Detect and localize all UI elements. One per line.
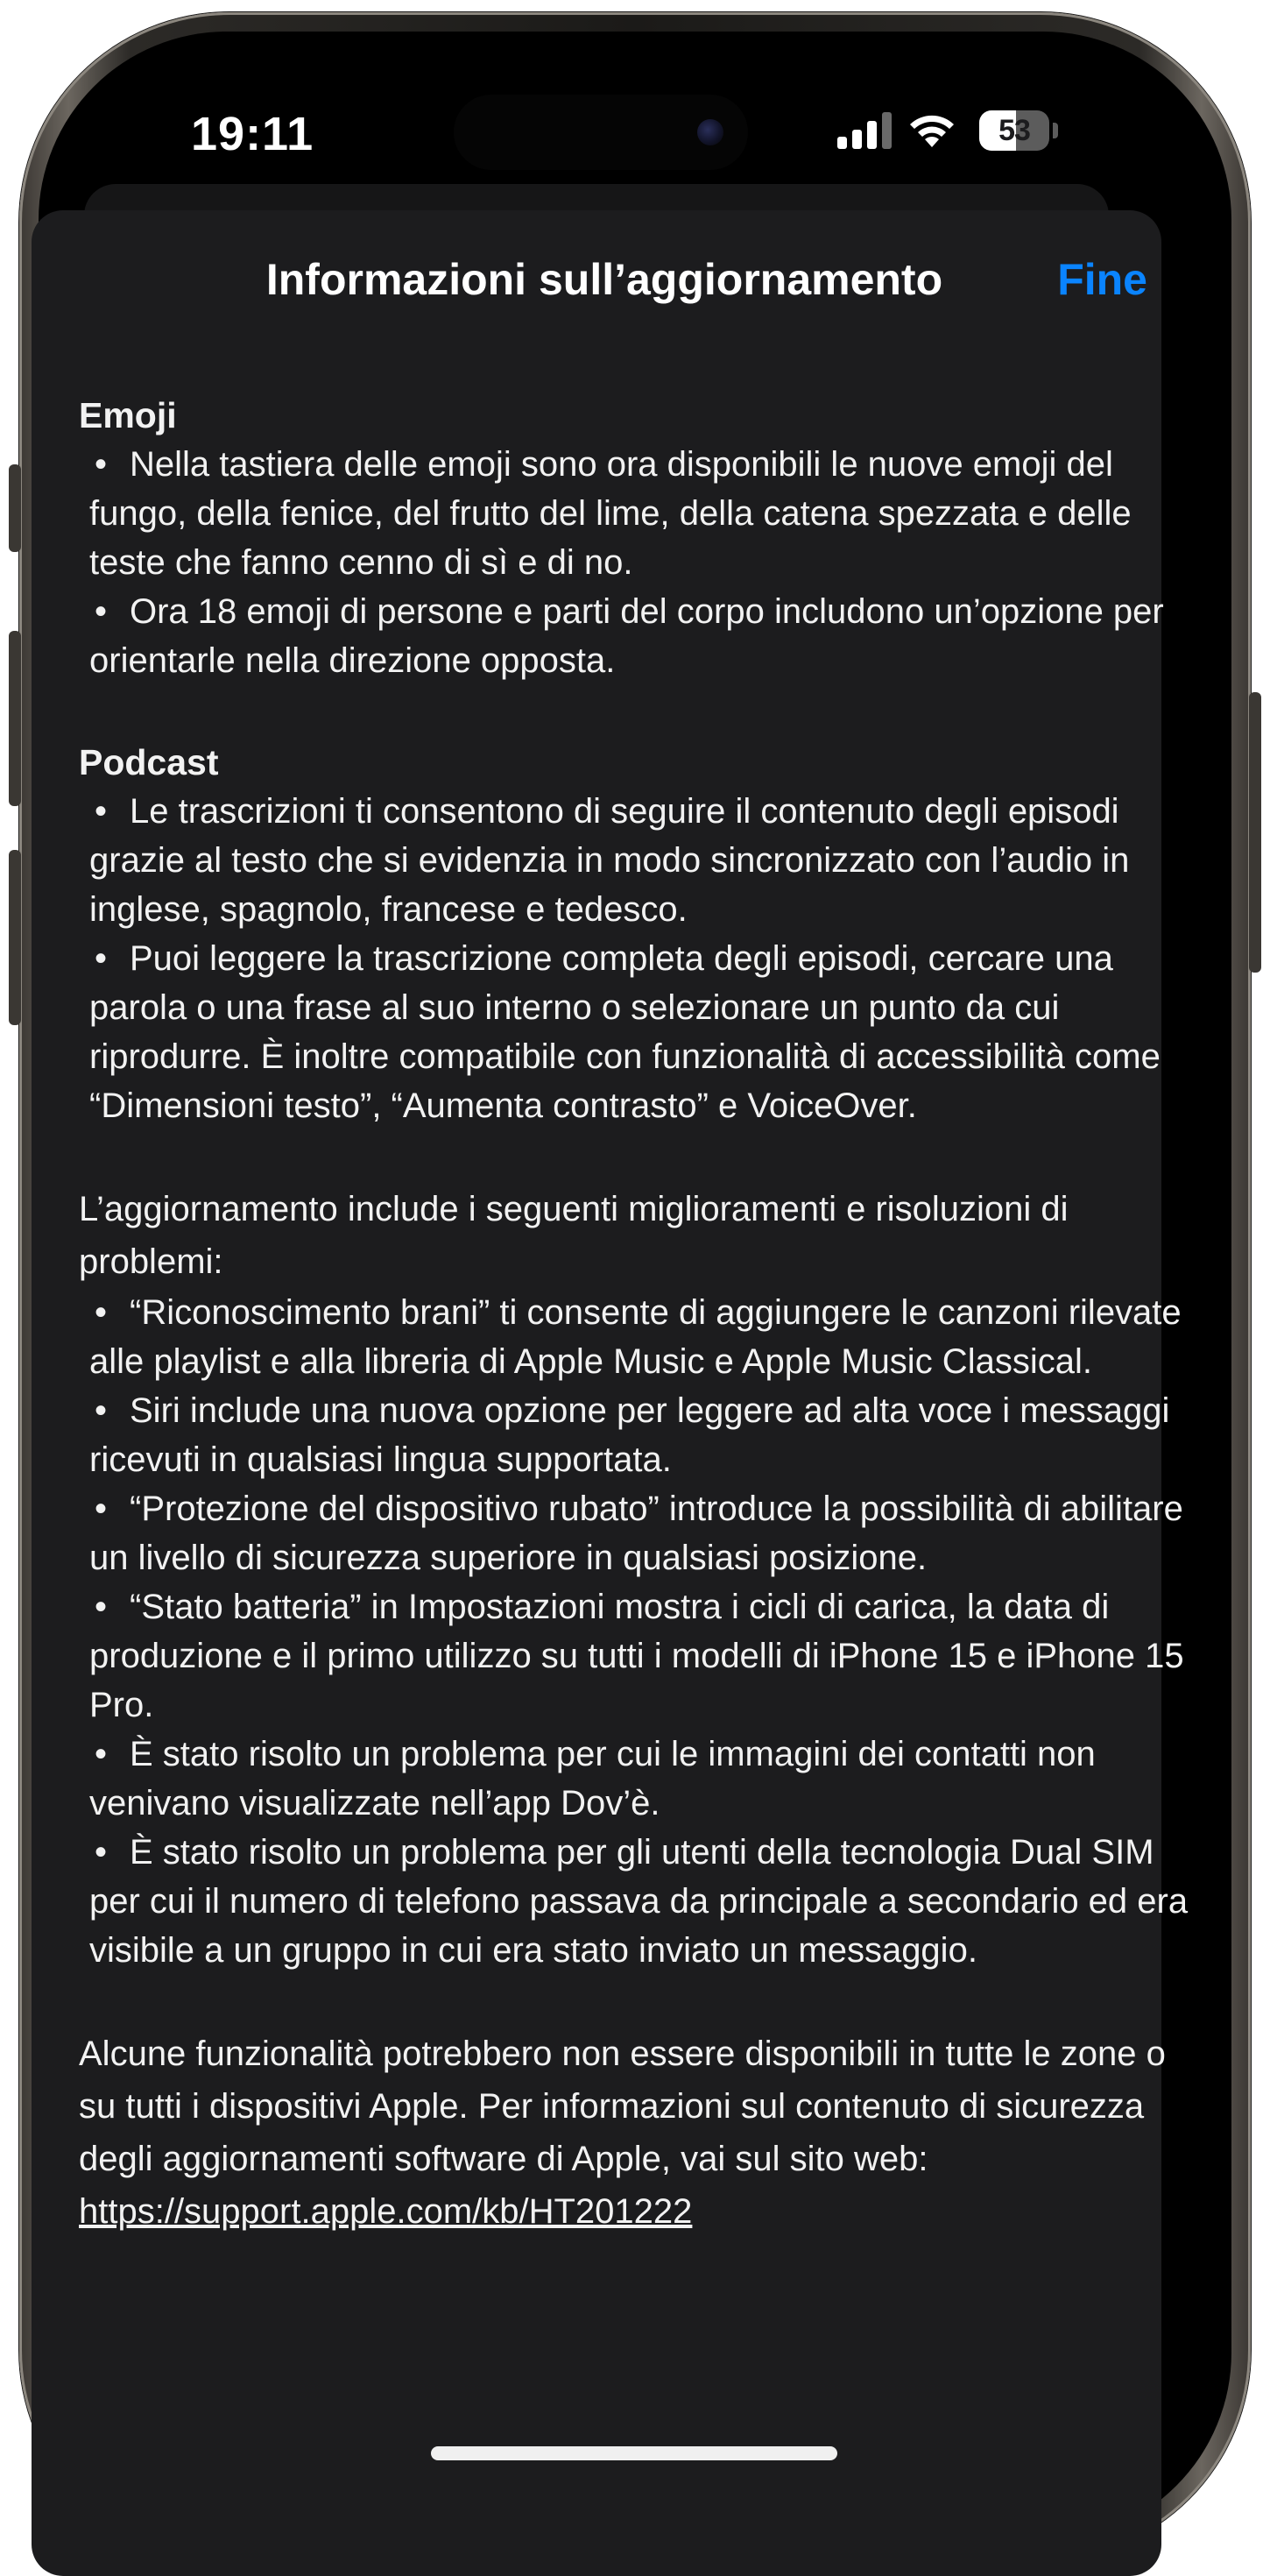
emoji-list [89,440,1200,685]
battery-icon [979,110,1049,151]
list-item: • Siri include una nuova opzione per leggere ad alta voce i messaggi ricevuti in qualsiasi lingua supportata. [89,1386,1200,1484]
cellular-signal-icon [837,112,892,149]
improvements-list [89,1288,1200,1975]
status-time: 19:11 [191,108,314,160]
battery-percentage: 53 [998,114,1030,147]
list-item: • Ora 18 emoji di persone e parti del corpo includono un’opzione per orientarle nella direzione opposta. [89,587,1200,685]
release-notes [79,391,1200,2238]
podcast-list [89,787,1200,1130]
section-title-podcast: Podcast [79,742,219,782]
list-item: • Puoi leggere la trascrizione completa degli episodi, cercare una parola o una frase al suo interno o selezionare un punto da cui riprodurre. È inoltre compatibile con funzionalità di accessibilità come “Dimensioni testo”, “Aumenta contrasto” e VoiceOver. [89,934,1200,1130]
page-title: Informazioni sull’aggiornamento [265,255,943,304]
volume-down-button [9,850,21,1025]
list-item: • “Protezione del dispositivo rubato” introduce la possibilità di abilitare un livello di sicurezza superiore in qualsiasi posizione. [89,1484,1200,1582]
home-indicator[interactable] [431,2446,837,2460]
support-link[interactable]: https://support.apple.com/kb/HT201222 [79,2192,693,2231]
power-button [1249,692,1261,973]
list-item: • È stato risolto un problema per gli utenti della tecnologia Dual SIM per cui il numero di telefono passava da principale a secondario ed era visibile a un gruppo in cui era stato inviato un messaggio. [89,1828,1200,1975]
section-title-emoji: Emoji [79,395,177,435]
camera-icon [697,119,723,145]
wifi-icon [907,110,956,149]
footer-description: Alcune funzionalità potrebbero non essere disponibili in tutte le zone o su tutti i dispositivi Apple. Per informazioni sul contenuto di sicurezza degli aggiornamenti software di Apple, vai sul sito web: [79,2035,1166,2178]
list-item: • È stato risolto un problema per cui le immagini dei contatti non venivano visualizzate nell’app Dov’è. [89,1730,1200,1828]
list-item: • “Riconoscimento brani” ti consente di aggiungere le canzoni rilevate alle playlist e alla libreria di Apple Music e Apple Music Classical. [89,1288,1200,1386]
footer-text [79,2028,1200,2238]
improvements-intro: L’aggiornamento include i seguenti miglioramenti e risoluzioni di problemi: [79,1190,1069,1281]
list-item: • “Stato batteria” in Impostazioni mostra i cicli di carica, la data di produzione e il primo utilizzo su tutti i modelli di iPhone 15 e iPhone 15 Pro. [89,1582,1200,1730]
list-item: • Le trascrizioni ti consentono di seguire il contenuto degli episodi grazie al testo che si evidenzia in modo sincronizzato con l’audio in inglese, spagnolo, francese e tedesco. [89,787,1200,934]
battery-cap [1053,123,1058,138]
list-item: • Nella tastiera delle emoji sono ora disponibili le nuove emoji del fungo, della fenice, del frutto del lime, della catena spezzata e delle teste che fanno cenno di sì e di no. [89,440,1200,587]
volume-up-button [9,631,21,806]
done-button[interactable]: Fine [1057,255,1147,304]
action-button [9,464,21,552]
